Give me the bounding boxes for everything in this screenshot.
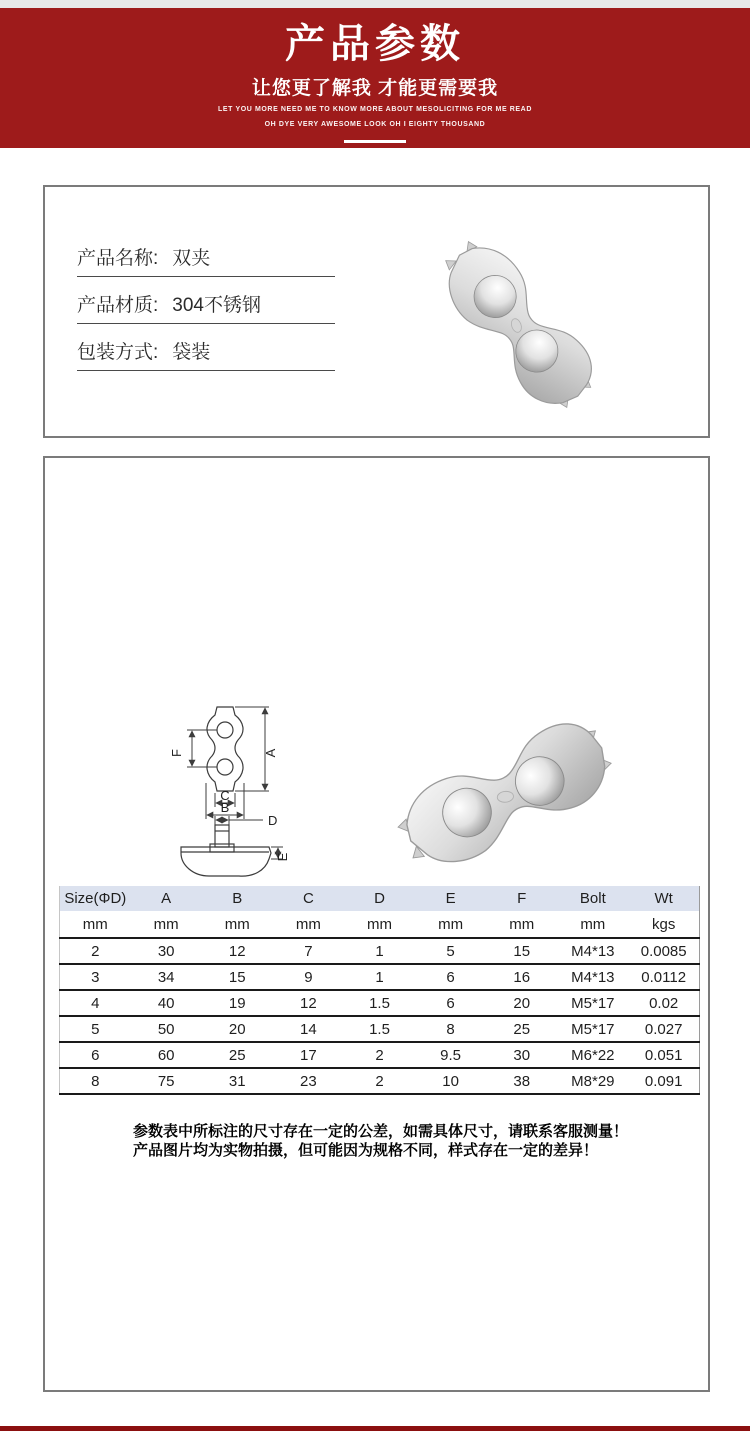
spec-unit-cell: mm: [557, 911, 628, 938]
spec-unit-cell: mm: [344, 911, 415, 938]
spec-row: [60, 990, 700, 1016]
spec-cell: 7: [273, 938, 344, 964]
spec-col-header: B: [232, 890, 243, 907]
spec-cell: 20: [486, 990, 557, 1016]
spec-col-header: D: [374, 890, 385, 907]
spec-col-header: A: [161, 890, 172, 907]
info-value: 304不锈钢: [172, 295, 261, 316]
dim-label-d: D: [268, 813, 278, 828]
diagram-top-view: [207, 707, 243, 791]
spec-col-header: Size(ΦD): [64, 890, 127, 907]
product-info-card: [43, 185, 710, 438]
spec-row: [60, 1068, 700, 1094]
spec-cell: 60: [131, 1042, 202, 1068]
banner-tagline-2: OH DYE VERY AWESOME LOOK OH I EIGHTY THOUSAND: [264, 120, 486, 128]
spec-cell: 31: [202, 1068, 273, 1094]
spec-cell: 16: [486, 964, 557, 990]
info-label: 产品名称:: [77, 248, 159, 269]
spec-table-body: [60, 938, 700, 1094]
spec-columns-row: [60, 886, 700, 911]
top-divider-strip: [0, 0, 750, 8]
spec-col-header: E: [445, 890, 456, 907]
spec-cell: 0.02: [628, 990, 699, 1016]
spec-cell: 30: [131, 938, 202, 964]
dim-label-b: B: [220, 800, 230, 815]
spec-cell: 8: [415, 1016, 486, 1042]
spec-unit-cell: mm: [60, 911, 131, 938]
spec-cell: 12: [202, 938, 273, 964]
page-title: 产品参数: [285, 22, 465, 66]
spec-cell: 1.5: [344, 1016, 415, 1042]
spec-cell: 25: [202, 1042, 273, 1068]
spec-cell: 17: [273, 1042, 344, 1068]
spec-cell: M4*13: [557, 964, 628, 990]
spec-col-header: F: [517, 890, 527, 907]
spec-unit-cell: mm: [202, 911, 273, 938]
spec-cell: 5: [60, 1016, 131, 1042]
note-block: [133, 1122, 628, 1160]
spec-cell: 1: [344, 938, 415, 964]
spec-cell: M4*13: [557, 938, 628, 964]
spec-col-header: Wt: [654, 890, 673, 907]
header-banner: [0, 8, 750, 148]
spec-row: [60, 1016, 700, 1042]
spec-cell: 50: [131, 1016, 202, 1042]
spec-cell: 2: [344, 1042, 415, 1068]
dim-label-e: E: [275, 852, 290, 862]
spec-cell: 6: [60, 1042, 131, 1068]
spec-table-head: [60, 886, 700, 938]
spec-cell: 0.091: [628, 1068, 699, 1094]
spec-cell: 0.0112: [628, 964, 699, 990]
spec-cell: 10: [415, 1068, 486, 1094]
dim-label-f: F: [169, 749, 184, 757]
spec-cell: 3: [60, 964, 131, 990]
bottom-accent-bar: [0, 1426, 750, 1431]
spec-table: [59, 886, 700, 1095]
spec-cell: 34: [131, 964, 202, 990]
banner-tagline-1: LET YOU MORE NEED ME TO KNOW MORE ABOUT MESOLICITING FOR ME READ: [218, 106, 532, 113]
spec-unit-cell: mm: [131, 911, 202, 938]
spec-cell: 23: [273, 1068, 344, 1094]
info-label: 包装方式:: [77, 342, 159, 363]
spec-cell: 0.051: [628, 1042, 699, 1068]
spec-cell: 19: [202, 990, 273, 1016]
banner-divider-bar: [344, 140, 406, 143]
spec-row: [60, 1042, 700, 1068]
spec-col-header: Bolt: [579, 890, 606, 907]
dimension-diagram: [165, 695, 315, 880]
info-row: [77, 337, 335, 371]
dim-label-c: C: [220, 788, 230, 803]
spec-cell: 25: [486, 1016, 557, 1042]
banner-subtitle: 让您更了解我 才能更需要我: [251, 78, 499, 99]
dim-label-a: A: [263, 748, 278, 758]
note-line-2: 产品图片均为实物拍摄，但可能因为规格不同，样式存在一定的差异！: [133, 1142, 599, 1159]
spec-cell: M8*29: [557, 1068, 628, 1094]
product-photo-duplex-clip-2: [380, 696, 630, 896]
spec-cell: 12: [273, 990, 344, 1016]
spec-cell: 1.5: [344, 990, 415, 1016]
spec-cell: 9: [273, 964, 344, 990]
spec-cell: M5*17: [557, 1016, 628, 1042]
spec-cell: 38: [486, 1068, 557, 1094]
spec-cell: 2: [60, 938, 131, 964]
spec-cell: 6: [415, 964, 486, 990]
info-value: 双夹: [172, 248, 211, 269]
spec-cell: 1: [344, 964, 415, 990]
spec-row: [60, 938, 700, 964]
info-value: 袋装: [172, 342, 211, 363]
spec-cell: 6: [415, 990, 486, 1016]
spec-units-row: [60, 911, 700, 938]
spec-cell: 0.0085: [628, 938, 699, 964]
spec-cell: M5*17: [557, 990, 628, 1016]
spec-cell: M6*22: [557, 1042, 628, 1068]
spec-row: [60, 964, 700, 990]
product-photo-duplex-clip-1: [415, 223, 620, 428]
spec-cell: 4: [60, 990, 131, 1016]
spec-cell: 9.5: [415, 1042, 486, 1068]
spec-cell: 15: [202, 964, 273, 990]
spec-cell: 2: [344, 1068, 415, 1094]
info-row: [77, 290, 335, 324]
spec-unit-cell: mm: [273, 911, 344, 938]
spec-cell: 40: [131, 990, 202, 1016]
info-row: [77, 243, 335, 277]
spec-cell: 20: [202, 1016, 273, 1042]
spec-unit-cell: mm: [415, 911, 486, 938]
spec-card: [43, 456, 710, 1392]
spec-cell: 14: [273, 1016, 344, 1042]
diagram-side-view: [181, 825, 271, 876]
spec-cell: 5: [415, 938, 486, 964]
spec-col-header: C: [302, 890, 314, 907]
product-info-list: [77, 243, 335, 384]
spec-cell: 75: [131, 1068, 202, 1094]
spec-unit-cell: mm: [486, 911, 557, 938]
spec-cell: 15: [486, 938, 557, 964]
note-line-1: 参数表中所标注的尺寸存在一定的公差，如需具体尺寸，请联系客服测量！: [133, 1123, 629, 1140]
spec-cell: 30: [486, 1042, 557, 1068]
spec-cell: 8: [60, 1068, 131, 1094]
info-label: 产品材质:: [77, 295, 159, 316]
spec-unit-cell: kgs: [628, 911, 699, 938]
spec-cell: 0.027: [628, 1016, 699, 1042]
